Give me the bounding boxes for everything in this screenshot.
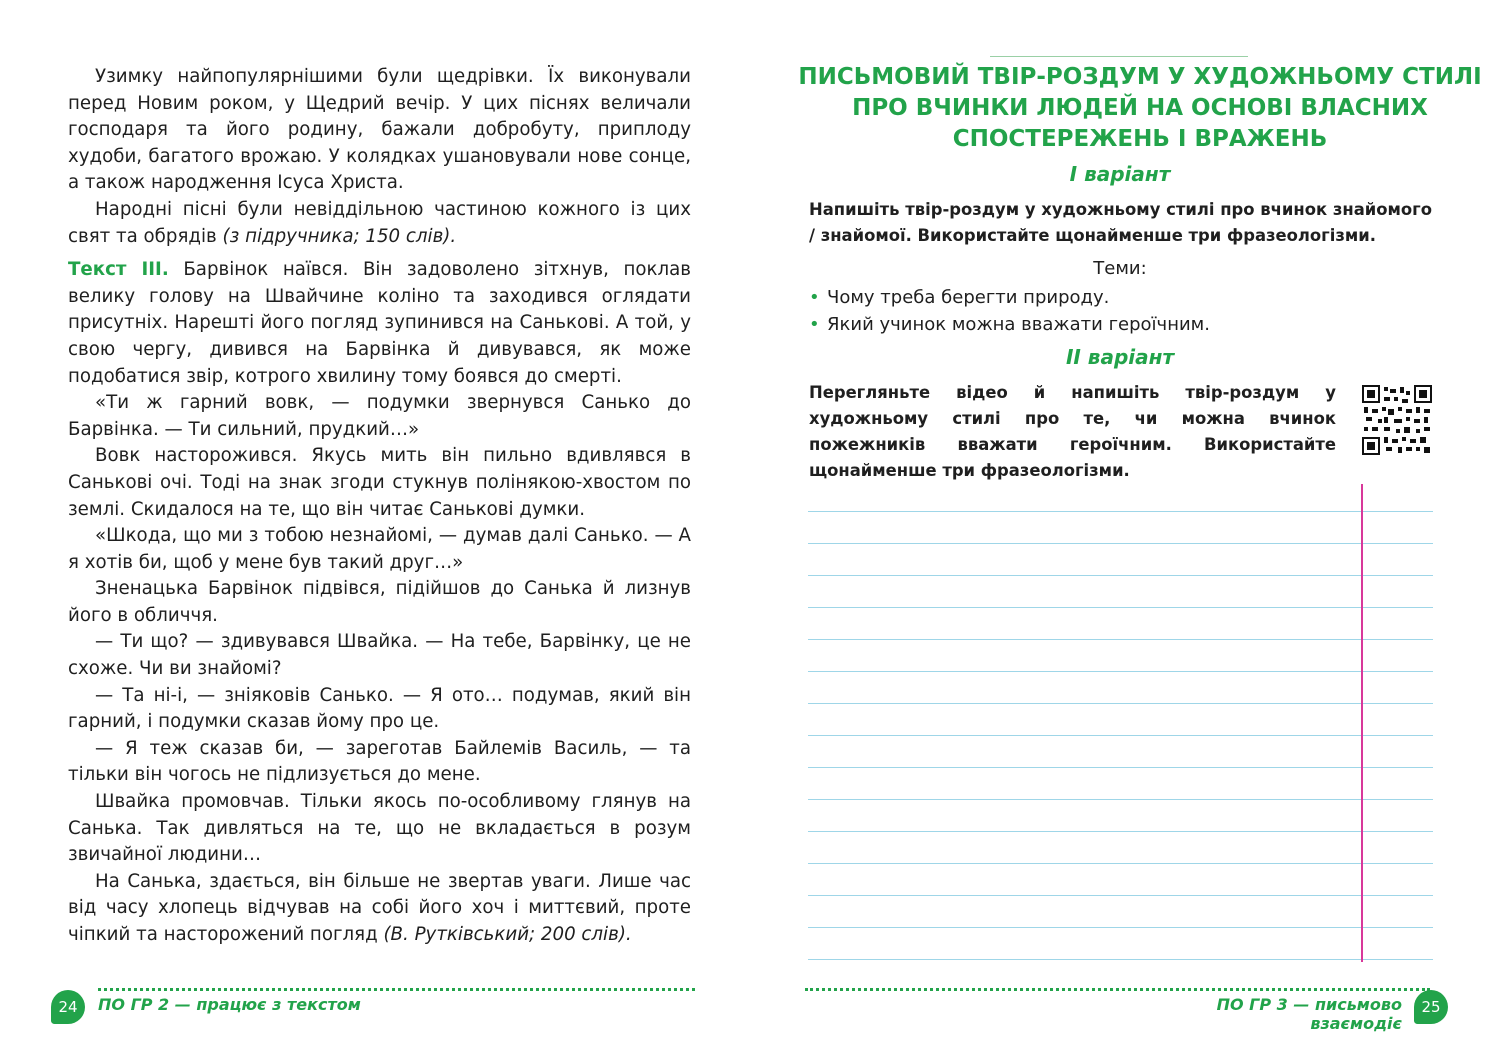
footer-dotted-line	[98, 988, 695, 991]
topic-text: Чому треба берегти природу.	[827, 287, 1110, 308]
right-page	[750, 0, 1500, 1045]
story-last-paragraph	[68, 869, 691, 949]
variant-1-heading: І варіант	[1069, 162, 1171, 186]
ruled-line	[808, 959, 1433, 960]
story-paragraph: Вовк насторожився. Якусь мить він пильно вдивлявся в Санькові очі. Тоді на знак згоди стукнув полінякою-хвостом по землі. Скидалося на те, що він читає Санькові думки.	[68, 445, 691, 520]
paragraph-text: Народні пісні були невіддільною частиною кожного із цих свят та обрядів	[68, 198, 691, 247]
story-paragraph: — Я теж сказав би, — зареготав Байлемів Василь, — та тільки він чогось не підлизується до мене.	[68, 737, 691, 786]
variant-2-heading: ІІ варіант	[1065, 345, 1175, 369]
story-paragraph: «Ти ж гарний вовк, — подумки звернувся Санько до Барвінка. — Ти сильний, прудкий…»	[68, 392, 691, 440]
topic-item	[809, 284, 1210, 311]
left-page-text	[68, 64, 691, 949]
ruled-line	[808, 639, 1433, 640]
story-paragraph: — Ти що? — здивувався Швайка. — На тебе, Барвінку, це не схоже. Чи ви знайомі?	[68, 631, 691, 680]
page-footer: ПО ГР 3 — письмово взаємодіє	[1216, 995, 1402, 1033]
text-3-first-paragraph: Барвінок наївся. Він задоволено зітхнув, поклав велику голову на Швайчине коліно та заходився оглядати присутніх. Нарешті його погляд зупинився на Санькові. А той, у свою чергу, дивився на Барвінка й дивувався, як може подобатися звір, котрого хвилину тому боявся до смерті.	[68, 259, 691, 387]
paragraph-winter-songs: Узимку найпопулярнішими були щедрівки. Їх виконували перед Новим роком, у Щедрий вечір. У цих піснях величали господаря та його родину, бажали добробуту, приплоду худоби, багатого врожаю. У колядках ушановували нове сонце, а також народження Ісуса Христа.	[68, 66, 691, 194]
topics-label: Теми:	[1093, 258, 1147, 279]
text-3-label: Текст ІІІ.	[68, 259, 169, 281]
bullet-icon: •	[809, 287, 820, 308]
top-rule-divider	[990, 56, 1248, 57]
source-citation: (з підручника; 150 слів).	[222, 225, 457, 247]
topic-item	[809, 311, 1210, 338]
story-paragraph: — Та ні-і, — зніяковів Санько. — Я ото… подумав, який він гарний, і подумки сказав йому про це.	[68, 684, 691, 733]
ruled-line	[808, 511, 1433, 512]
text-3-opening	[68, 257, 691, 390]
ruled-line	[808, 863, 1433, 864]
qr-code-icon[interactable]	[1362, 385, 1432, 455]
bullet-icon: •	[809, 314, 820, 335]
page-number-badge: 24	[51, 990, 85, 1024]
source-citation: (В. Рутківський; 200 слів).	[383, 924, 632, 945]
answer-writing-area[interactable]	[808, 480, 1433, 970]
ruled-line	[808, 575, 1433, 576]
ruled-line	[808, 703, 1433, 704]
story-paragraph: Швайка промовчав. Тільки якось по-особливому глянув на Санька. Так дивляться на те, що не вкладається в розум звичайної людини…	[68, 791, 691, 866]
topic-text: Який учинок можна вважати героїчним.	[827, 314, 1210, 335]
story-paragraph: «Шкода, що ми з тобою незнайомі, — думав далі Санько. — А я хотів би, щоб у мене був такий друг…»	[68, 525, 691, 573]
margin-line	[1361, 484, 1363, 962]
paragraph-text: На Санька, здається, він більше не звертав уваги. Лише час від часу хлопець відчував на собі його хоч і миттєвий, проте чіпкий та насторожений погляд	[68, 870, 691, 945]
ruled-line	[808, 607, 1433, 608]
ruled-line	[808, 927, 1433, 928]
page-number-badge: 25	[1414, 990, 1448, 1024]
ruled-line	[808, 895, 1433, 896]
task-2-instructions: Перегляньте відео й напишіть твір-роздум у художньому стилі про те, чи можна вчинок пожежників вважати героїчним. Використайте щонайменше три фразеологізми.	[809, 383, 1336, 480]
ruled-line	[808, 735, 1433, 736]
footer-dotted-line	[805, 988, 1430, 991]
ruled-line	[808, 831, 1433, 832]
topics-list	[809, 284, 1210, 338]
ruled-line	[808, 799, 1433, 800]
task-title: ПИСЬМОВИЙ ТВІР-РОЗДУМ У ХУДОЖНЬОМУ СТИЛІ ПРО ВЧИНКИ ЛЮДЕЙ НА ОСНОВІ ВЛАСНИХ СПОСТЕРЕЖЕНЬ І ВРАЖЕНЬ	[798, 64, 1482, 152]
page-footer: ПО ГР 2 — працює з текстом	[98, 995, 361, 1014]
ruled-line	[808, 671, 1433, 672]
task-1-instructions: Напишіть твір-роздум у художньому стилі про вчинок знайомого / знайомої. Використайте щонайменше три фразеологізми.	[809, 200, 1432, 245]
ruled-line	[808, 543, 1433, 544]
story-paragraph: Зненацька Барвінок підвівся, підійшов до Санька й лизнув його в обличчя.	[68, 578, 691, 626]
paragraph-folk-songs	[68, 197, 691, 250]
ruled-line	[808, 767, 1433, 768]
